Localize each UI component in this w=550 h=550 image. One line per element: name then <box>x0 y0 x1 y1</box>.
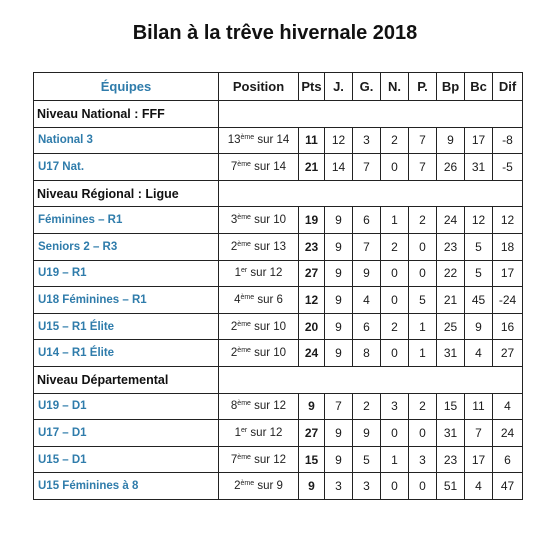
dif-cell: 18 <box>493 233 523 260</box>
j-cell: 7 <box>325 393 353 420</box>
pts-cell: 24 <box>299 340 325 367</box>
position-rank: 13 <box>227 134 241 147</box>
p-cell: 2 <box>409 393 437 420</box>
position-cell <box>219 127 299 154</box>
pts-cell: 27 <box>299 260 325 287</box>
header-bp: Bp <box>437 73 465 101</box>
section-title: Niveau Départemental <box>34 366 219 393</box>
bc-cell: 12 <box>465 207 493 234</box>
j-cell: 9 <box>325 287 353 314</box>
p-cell: 0 <box>409 260 437 287</box>
table-row <box>34 154 523 181</box>
pts-cell: 19 <box>299 207 325 234</box>
dif-cell: 16 <box>493 313 523 340</box>
section-empty-cell <box>219 366 523 393</box>
position-rank: 3 <box>230 214 238 227</box>
n-cell: 0 <box>381 154 409 181</box>
position-cell <box>219 233 299 260</box>
team-name: U19 – R1 <box>34 260 219 287</box>
section-row <box>34 180 523 207</box>
bp-cell: 24 <box>437 207 465 234</box>
section-title: Niveau National : FFF <box>34 101 219 128</box>
dif-cell: 24 <box>493 420 523 447</box>
g-cell: 3 <box>353 127 381 154</box>
table-row <box>34 393 523 420</box>
pts-cell: 11 <box>299 127 325 154</box>
position-total: sur 14 <box>250 160 287 173</box>
dif-cell: 17 <box>493 260 523 287</box>
bp-cell: 22 <box>437 260 465 287</box>
g-cell: 5 <box>353 446 381 473</box>
g-cell: 8 <box>353 340 381 367</box>
bc-cell: 17 <box>465 446 493 473</box>
position-suffix: ème <box>237 160 251 168</box>
j-cell: 9 <box>325 313 353 340</box>
j-cell: 9 <box>325 233 353 260</box>
pts-cell: 23 <box>299 233 325 260</box>
g-cell: 6 <box>353 207 381 234</box>
team-name: U15 – D1 <box>34 446 219 473</box>
n-cell: 0 <box>381 420 409 447</box>
bc-cell: 7 <box>465 420 493 447</box>
position-total: sur 6 <box>254 293 283 306</box>
position-cell <box>219 393 299 420</box>
table-row <box>34 313 523 340</box>
bc-cell: 4 <box>465 340 493 367</box>
p-cell: 0 <box>409 420 437 447</box>
j-cell: 9 <box>325 446 353 473</box>
j-cell: 9 <box>325 207 353 234</box>
team-name: U19 – D1 <box>34 393 219 420</box>
table-row <box>34 127 523 154</box>
position-suffix: ème <box>237 400 251 408</box>
bp-cell: 9 <box>437 127 465 154</box>
header-j: J. <box>325 73 353 101</box>
p-cell: 7 <box>409 127 437 154</box>
pts-cell: 12 <box>299 287 325 314</box>
p-cell: 0 <box>409 233 437 260</box>
j-cell: 14 <box>325 154 353 181</box>
team-name: U17 – D1 <box>34 420 219 447</box>
n-cell: 0 <box>381 473 409 500</box>
bp-cell: 23 <box>437 446 465 473</box>
position-total: sur 10 <box>250 214 287 227</box>
g-cell: 6 <box>353 313 381 340</box>
position-suffix: ème <box>237 214 251 222</box>
pts-cell: 15 <box>299 446 325 473</box>
p-cell: 0 <box>409 473 437 500</box>
table-row <box>34 260 523 287</box>
page-title: Bilan à la trêve hivernale 2018 <box>132 22 418 44</box>
position-rank: 2 <box>230 347 238 360</box>
header-position: Position <box>219 73 299 101</box>
team-name: U14 – R1 Élite <box>34 340 219 367</box>
bp-cell: 15 <box>437 393 465 420</box>
section-empty-cell <box>219 180 523 207</box>
pts-cell: 9 <box>299 473 325 500</box>
dif-cell: 27 <box>493 340 523 367</box>
bc-cell: 31 <box>465 154 493 181</box>
p-cell: 1 <box>409 340 437 367</box>
header-dif: Dif <box>493 73 523 101</box>
n-cell: 1 <box>381 446 409 473</box>
table-row <box>34 340 523 367</box>
p-cell: 2 <box>409 207 437 234</box>
position-suffix: ème <box>237 320 251 328</box>
position-cell <box>219 420 299 447</box>
position-total: sur 12 <box>250 453 287 466</box>
position-cell <box>219 260 299 287</box>
g-cell: 9 <box>353 420 381 447</box>
n-cell: 2 <box>381 313 409 340</box>
table-row <box>34 287 523 314</box>
position-suffix: ème <box>240 293 255 301</box>
g-cell: 4 <box>353 287 381 314</box>
n-cell: 1 <box>381 207 409 234</box>
bp-cell: 31 <box>437 420 465 447</box>
p-cell: 3 <box>409 446 437 473</box>
dif-cell: -5 <box>493 154 523 181</box>
position-suffix: er <box>241 426 248 434</box>
position-rank: 7 <box>230 160 238 173</box>
position-rank: 7 <box>230 453 238 466</box>
standings-table <box>33 72 523 500</box>
bc-cell: 11 <box>465 393 493 420</box>
dif-cell: 4 <box>493 393 523 420</box>
position-rank: 2 <box>234 480 241 493</box>
position-suffix: er <box>241 267 248 275</box>
bp-cell: 23 <box>437 233 465 260</box>
dif-cell: -24 <box>493 287 523 314</box>
position-rank: 2 <box>230 240 238 253</box>
n-cell: 0 <box>381 287 409 314</box>
dif-cell: -8 <box>493 127 523 154</box>
dif-cell: 47 <box>493 473 523 500</box>
bc-cell: 9 <box>465 313 493 340</box>
p-cell: 7 <box>409 154 437 181</box>
j-cell: 9 <box>325 420 353 447</box>
table-row <box>34 446 523 473</box>
n-cell: 3 <box>381 393 409 420</box>
position-rank: 1 <box>234 426 241 439</box>
table-row <box>34 473 523 500</box>
g-cell: 7 <box>353 233 381 260</box>
team-name: Seniors 2 – R3 <box>34 233 219 260</box>
table-row <box>34 233 523 260</box>
dif-cell: 12 <box>493 207 523 234</box>
j-cell: 9 <box>325 340 353 367</box>
j-cell: 3 <box>325 473 353 500</box>
section-row <box>34 101 523 128</box>
bc-cell: 5 <box>465 260 493 287</box>
dif-cell: 6 <box>493 446 523 473</box>
position-total: sur 12 <box>247 267 283 280</box>
j-cell: 12 <box>325 127 353 154</box>
position-cell <box>219 340 299 367</box>
bp-cell: 31 <box>437 340 465 367</box>
position-total: sur 14 <box>254 134 290 147</box>
section-row <box>34 366 523 393</box>
position-cell <box>219 313 299 340</box>
table-row <box>34 420 523 447</box>
g-cell: 3 <box>353 473 381 500</box>
position-rank: 4 <box>234 293 241 306</box>
position-total: sur 12 <box>250 400 287 413</box>
bc-cell: 5 <box>465 233 493 260</box>
n-cell: 2 <box>381 233 409 260</box>
position-suffix: ème <box>237 347 251 355</box>
g-cell: 7 <box>353 154 381 181</box>
bp-cell: 26 <box>437 154 465 181</box>
pts-cell: 27 <box>299 420 325 447</box>
section-title: Niveau Régional : Ligue <box>34 180 219 207</box>
bp-cell: 51 <box>437 473 465 500</box>
bc-cell: 4 <box>465 473 493 500</box>
team-name: National 3 <box>34 127 219 154</box>
position-suffix: ème <box>240 134 255 142</box>
position-cell <box>219 154 299 181</box>
header-pts: Pts <box>299 73 325 101</box>
bc-cell: 17 <box>465 127 493 154</box>
header-team: Équipes <box>34 73 219 101</box>
team-name: Féminines – R1 <box>34 207 219 234</box>
position-cell <box>219 287 299 314</box>
header-n: N. <box>381 73 409 101</box>
position-total: sur 12 <box>247 426 283 439</box>
team-name: U17 Nat. <box>34 154 219 181</box>
position-suffix: ème <box>237 453 251 461</box>
n-cell: 0 <box>381 260 409 287</box>
n-cell: 2 <box>381 127 409 154</box>
header-p: P. <box>409 73 437 101</box>
header-g: G. <box>353 73 381 101</box>
bp-cell: 25 <box>437 313 465 340</box>
position-suffix: ème <box>237 240 251 248</box>
table-row <box>34 207 523 234</box>
g-cell: 2 <box>353 393 381 420</box>
pts-cell: 21 <box>299 154 325 181</box>
position-cell <box>219 473 299 500</box>
g-cell: 9 <box>353 260 381 287</box>
pts-cell: 9 <box>299 393 325 420</box>
section-empty-cell <box>219 101 523 128</box>
position-suffix: ème <box>240 480 255 488</box>
position-cell <box>219 446 299 473</box>
position-total: sur 10 <box>250 347 287 360</box>
team-name: U18 Féminines – R1 <box>34 287 219 314</box>
pts-cell: 20 <box>299 313 325 340</box>
position-cell <box>219 207 299 234</box>
bp-cell: 21 <box>437 287 465 314</box>
p-cell: 5 <box>409 287 437 314</box>
position-total: sur 10 <box>250 320 287 333</box>
position-total: sur 9 <box>254 480 283 493</box>
position-rank: 1 <box>234 267 241 280</box>
position-rank: 2 <box>230 320 238 333</box>
team-name: U15 Féminines à 8 <box>34 473 219 500</box>
position-total: sur 13 <box>250 240 287 253</box>
header-row <box>34 73 523 101</box>
header-bc: Bc <box>465 73 493 101</box>
n-cell: 0 <box>381 340 409 367</box>
team-name: U15 – R1 Élite <box>34 313 219 340</box>
j-cell: 9 <box>325 260 353 287</box>
p-cell: 1 <box>409 313 437 340</box>
position-rank: 8 <box>230 400 238 413</box>
bc-cell: 45 <box>465 287 493 314</box>
